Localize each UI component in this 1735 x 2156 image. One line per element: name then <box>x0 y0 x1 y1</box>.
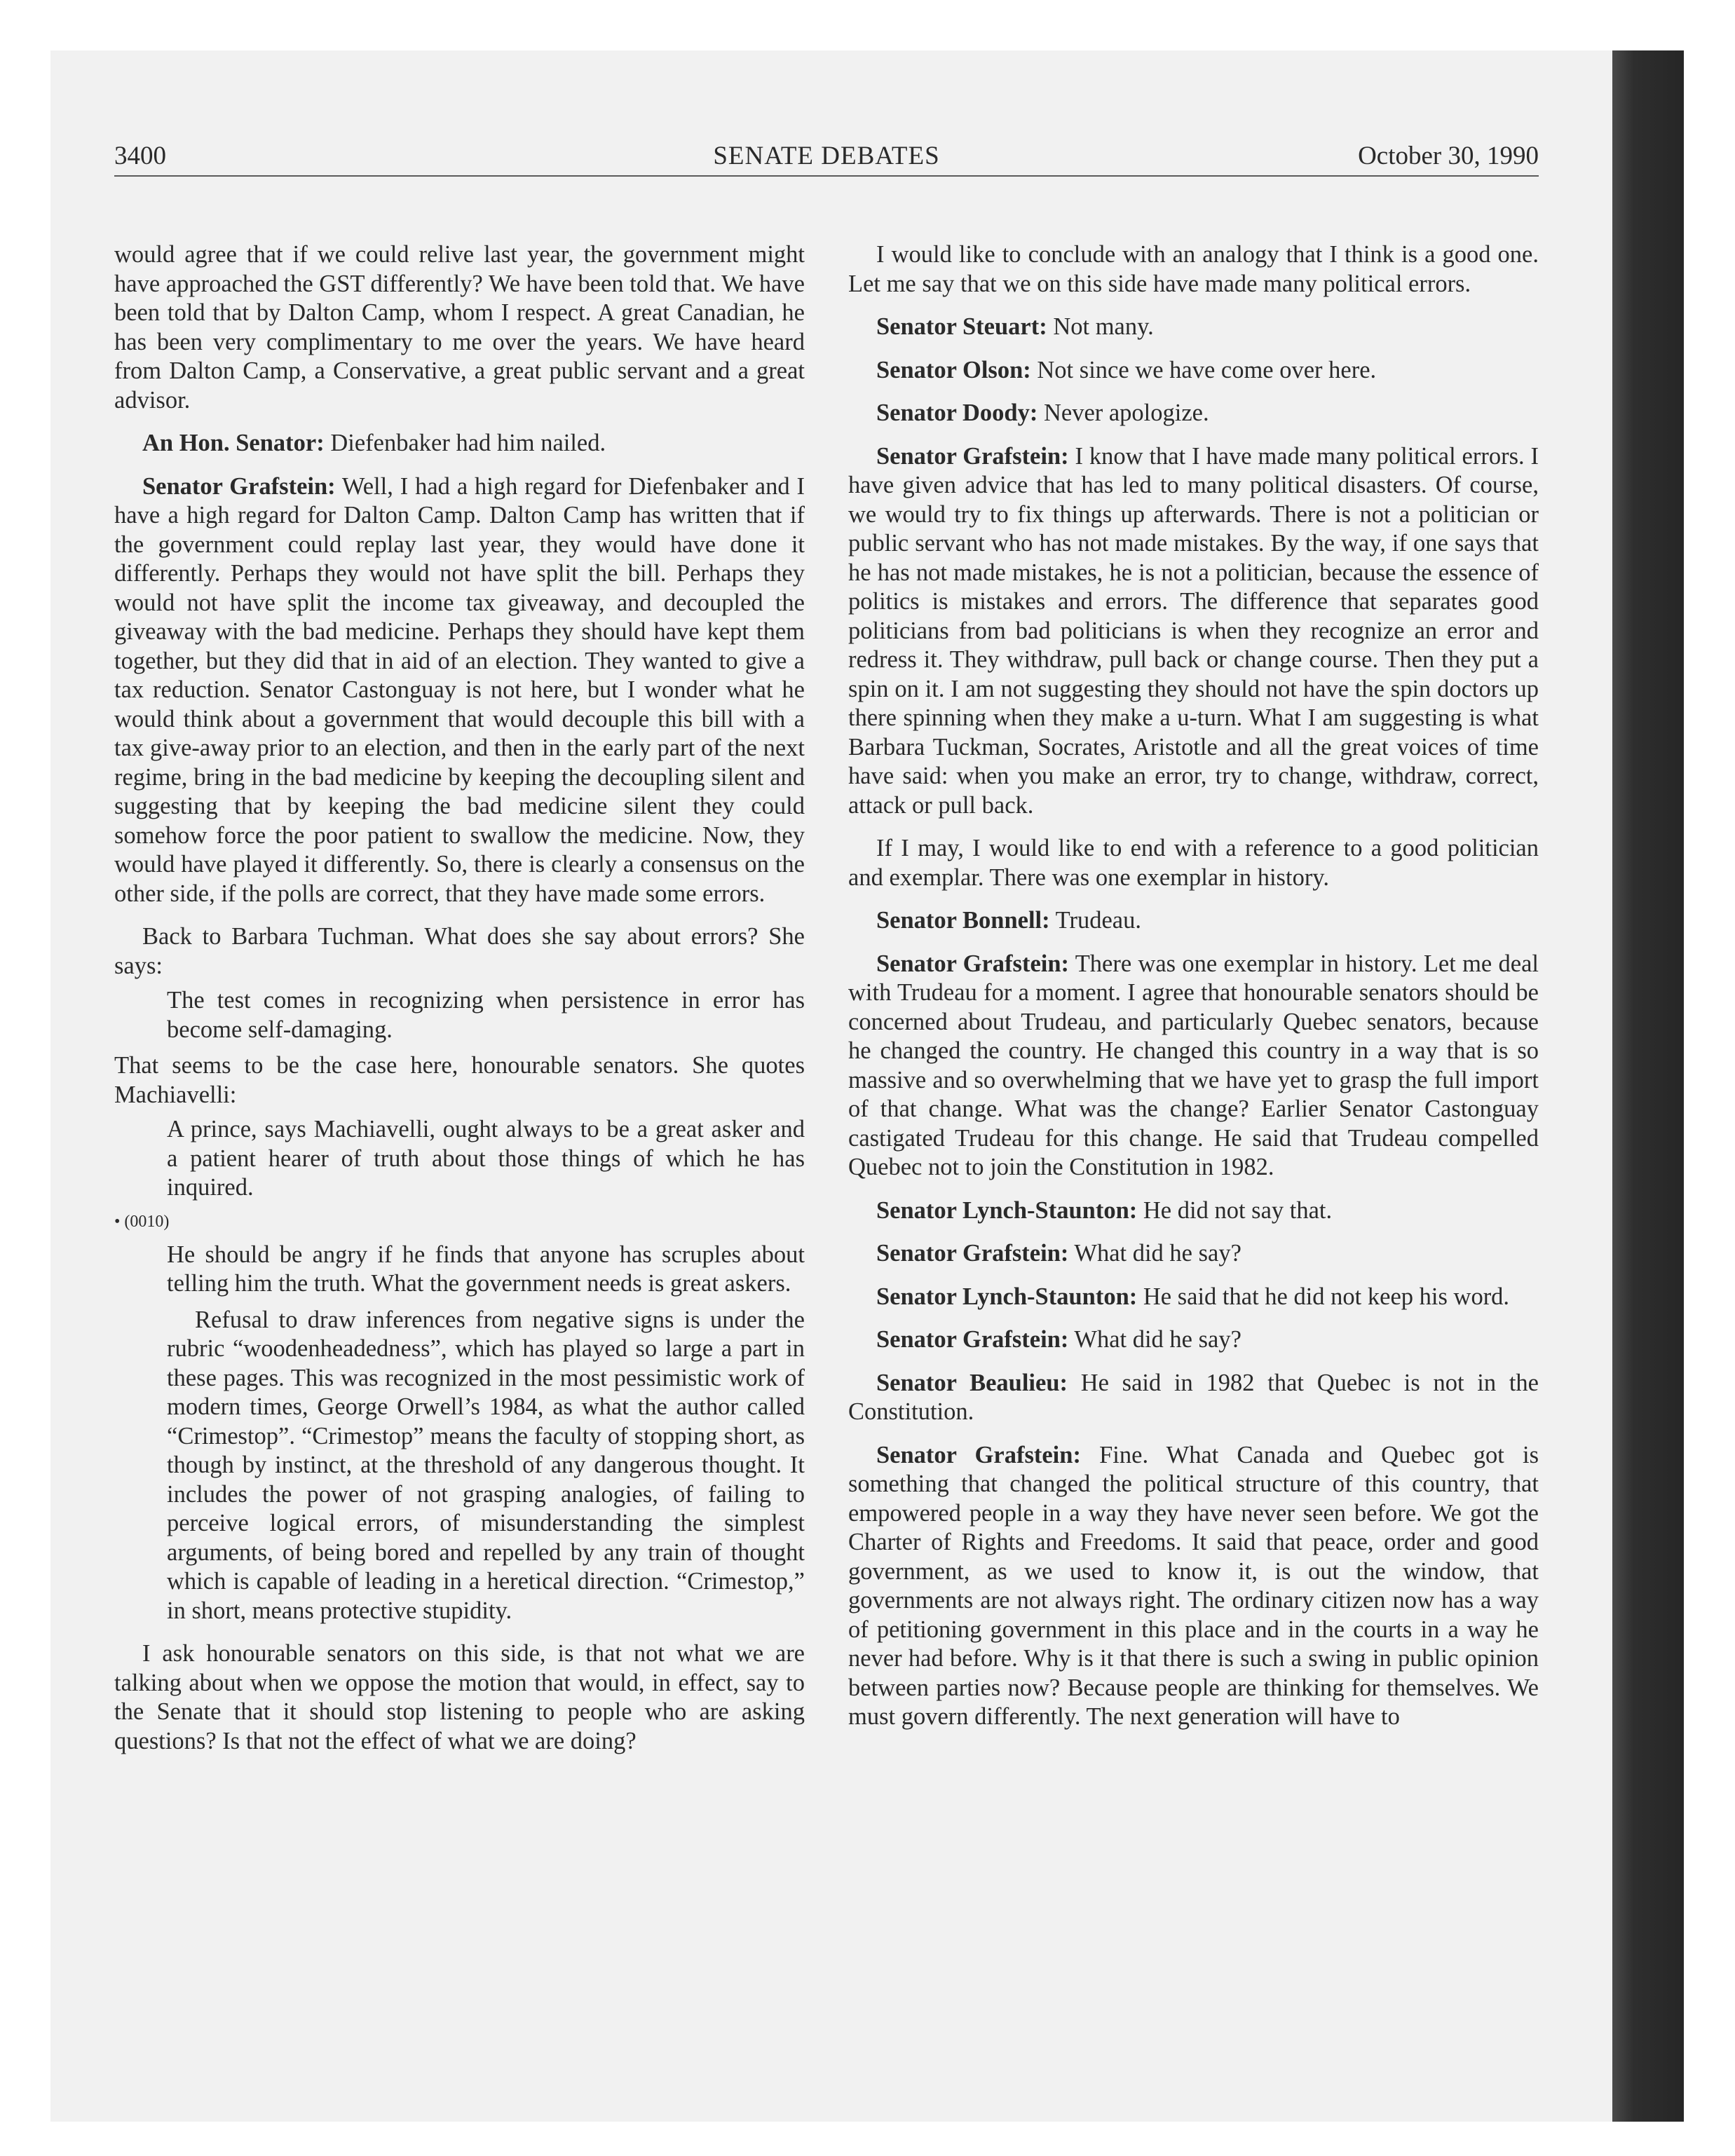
paragraph-text: Not since we have come over here. <box>1030 356 1377 383</box>
paragraph-text: He did not say that. <box>1137 1196 1333 1224</box>
speaker-name: Senator Lynch-Staunton: <box>876 1196 1138 1224</box>
paragraph <box>114 240 805 415</box>
paragraph-text: I would like to conclude with an analogy that I think is a good one. Let me say that we on this side have made many political errors. <box>848 241 1539 297</box>
speaker-name: Senator Grafstein: <box>876 1441 1081 1468</box>
paragraph-text: Diefenbaker had him nailed. <box>324 430 606 456</box>
paragraph-text: What did he say? <box>1068 1326 1241 1353</box>
paragraph <box>848 442 1539 821</box>
speaker-name: Senator Beaulieu: <box>876 1369 1068 1396</box>
speaker-name: Senator Grafstein: <box>876 1326 1069 1353</box>
quote-text: A prince, says Machiavelli, ought always to be a great asker and a patient hearer of truth about those things of which he has inquired. <box>167 1116 805 1201</box>
speaker-name: Senator Grafstein: <box>876 950 1070 977</box>
paragraph-text: Well, I had a high regard for Diefenbaker and I have a high regard for Dalton Camp. Dalton Camp has written that if the government could replay last year, they would have done it differently. Perhaps they would not have split the bill. Perhaps they would not have split the income tax giveaway, and decoupled the giveaway with the bad medicine. Perhaps they should have kept them together, but they did that in aid of an election. They wanted to give a tax reduction. Senator Castonguay is not here, but I wonder what he would think about a government that would decouple this bill with a tax give-away prior to an election, and then in the early part of the next regime, bring in the bad medicine by keeping the decoupling silent and suggesting that by keeping the bad medicine silent they could somehow force the poor patient to swallow the medicine. Now, they would have played it differently. So, there is clearly a consensus on the other side, if the polls are correct, that they have made some errors. <box>114 472 805 907</box>
paragraph-text: Never apologize. <box>1037 400 1209 426</box>
paragraph-text: Fine. What Canada and Quebec got is something that changed the political structure of this country, that empowered people in a way they have never seen before. We got the Charter of Rights and Freedoms. It said that peace, order and good government, as we used to know it, is out the window, that governments are not always right. The ordinary citizen now has a way of petitioning government in this place and in the courts in a way he never had before. Why is it that there is such a swing in public opinion between parties now? Because people are thinking for themselves. We must govern differently. The next generation will have to <box>848 1441 1539 1730</box>
page-number: 3400 <box>114 142 166 170</box>
right-column <box>848 240 1539 1746</box>
left-column <box>114 240 805 1770</box>
quote-text: He should be angry if he finds that anyone has scruples about telling him the truth. What the government needs is great askers. <box>167 1241 805 1297</box>
paragraph <box>848 906 1539 936</box>
speaker-name: Senator Lynch-Staunton: <box>876 1283 1138 1310</box>
paragraph-text: What did he say? <box>1068 1240 1241 1267</box>
block-quote <box>167 1241 805 1299</box>
paragraph <box>848 240 1539 299</box>
paragraph-text: That seems to be the case here, honourable senators. She quotes Machiavelli: <box>114 1052 805 1108</box>
paragraph-text: Trudeau. <box>1049 907 1141 934</box>
paragraph <box>114 472 805 909</box>
page-date: October 30, 1990 <box>1358 142 1539 170</box>
quote-text: Refusal to draw inferences from negative signs is under the rubric “woodenheadedness”, which has played so large a part in these pages. This was recognized in the most pessimistic work of modern times, George Orwell’s 1984, as what the author called “Crimestop”. “Crimestop” means the faculty of stopping short, as though by instinct, at the threshold of any dangerous thought. It includes the power of not grasping analogies, of failing to perceive logical errors, of misunderstanding the simplest arguments, of being bored and repelled by any train of thought which is capable of leading in a heretical direction. “Crimestop,” in short, means protective stupidity. <box>167 1306 805 1624</box>
paragraph <box>848 1239 1539 1269</box>
paragraph <box>114 1639 805 1756</box>
paragraph <box>114 1051 805 1110</box>
speaker-name: Senator Steuart: <box>876 313 1047 340</box>
paragraph-text: He said in 1982 that Quebec is not in the Constitution. <box>848 1369 1539 1425</box>
paragraph-text: Back to Barbara Tuchman. What does she say about errors? She says: <box>114 923 805 979</box>
scan-binding-edge <box>1612 50 1684 2122</box>
paragraph <box>848 313 1539 342</box>
paragraph <box>114 429 805 458</box>
block-quote <box>167 1115 805 1203</box>
paragraph <box>848 950 1539 1182</box>
paragraph-text: He said that he did not keep his word. <box>1137 1283 1510 1310</box>
paragraph <box>114 922 805 981</box>
paragraph <box>848 356 1539 386</box>
paragraph-text: Not many. <box>1047 313 1154 340</box>
page-header <box>114 137 1539 177</box>
paragraph <box>848 399 1539 428</box>
paragraph-text: If I may, I would like to end with a reference to a good politician and exemplar. There was one exemplar in history. <box>848 835 1539 891</box>
paragraph-text: I ask honourable senators on this side, is that not what we are talking about when we oppose the motion that would, in effect, say to the Senate that it should stop listening to people who are asking questions? Is that not the effect of what we are doing? <box>114 1640 805 1754</box>
paragraph <box>848 1325 1539 1355</box>
speaker-name: Senator Grafstein: <box>876 442 1069 470</box>
block-quote <box>167 1306 805 1626</box>
block-quote <box>167 986 805 1044</box>
quote-text: The test comes in recognizing when persistence in error has become self-damaging. <box>167 987 805 1043</box>
publication-title: SENATE DEBATES <box>713 142 940 170</box>
speaker-name: Senator Grafstein: <box>876 1240 1069 1267</box>
speaker-name: Senator Bonnell: <box>876 907 1050 934</box>
speaker-name: Senator Grafstein: <box>142 472 336 500</box>
speaker-name: An Hon. Senator: <box>142 430 325 456</box>
time-marker <box>114 1210 805 1234</box>
paragraph <box>848 1283 1539 1312</box>
paragraph-text: would agree that if we could relive last year, the government might have approached the GST differently? We have been told that. We have been told that by Dalton Camp, whom I respect. A great Canadian, he has been very complimentary to me over the years. We have heard from Dalton Camp, a Conservative, a great public servant and a great advisor. <box>114 241 805 414</box>
paragraph-text: I know that I have made many political errors. I have given advice that has led to many political disasters. Of course, we would try to fix things up afterwards. There is not a politician or public servant who has not made mistakes. By the way, if one says that he has not made mistakes, he is not a politician, because the essence of politics is mistakes and errors. The difference that separates good politicians from bad politicians is when they recognize an error and redress it. They withdraw, pull back or change course. Then they put a spin on it. I am not suggesting they should not have the spin doctors up there spinning when they make a u-turn. What I am suggesting is what Barbara Tuckman, Socrates, Aristotle and all the great voices of time have said: when you make an error, try to change, withdraw, correct, attack or pull back. <box>848 442 1539 819</box>
time-marker-text: • (0010) <box>114 1212 170 1231</box>
paragraph <box>848 834 1539 892</box>
paragraph <box>848 1441 1539 1732</box>
paragraph <box>848 1369 1539 1427</box>
speaker-name: Senator Olson: <box>876 356 1031 383</box>
speaker-name: Senator Doody: <box>876 400 1038 426</box>
paragraph-text: There was one exemplar in history. Let me deal with Trudeau for a moment. I agree that honourable senators should be concerned about Trudeau, and particularly Quebec senators, because he changed the country. He changed this country in a way that is so massive and so overwhelming that we have yet to grasp the full import of that change. What was the change? Earlier Senator Castonguay castigated Trudeau for this change. He said that Trudeau compelled Quebec not to join the Constitution in 1982. <box>848 950 1539 1180</box>
paragraph <box>848 1196 1539 1226</box>
